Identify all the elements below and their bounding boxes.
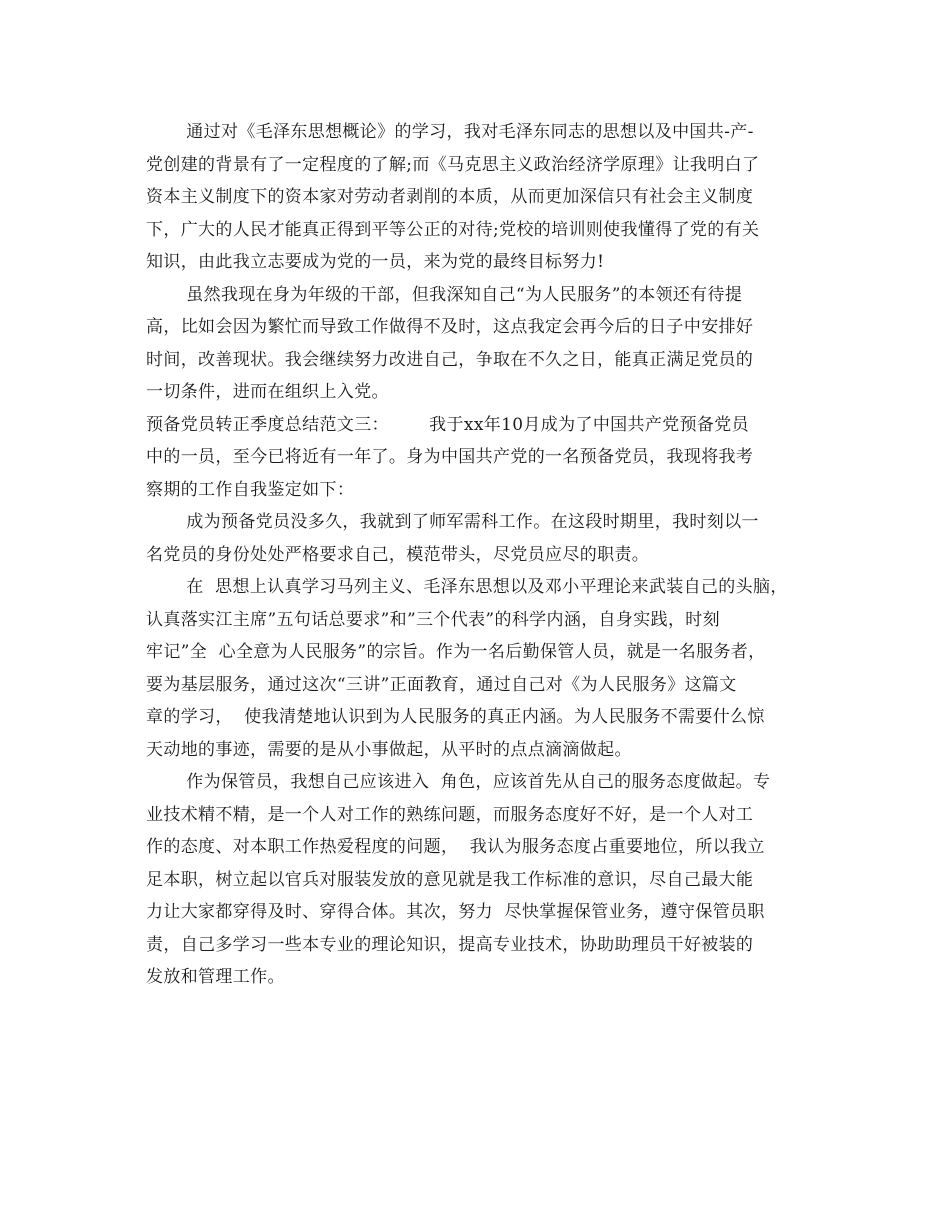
text-line: 力让大家都穿得及时、穿得合体。其次，努力 尽快掌握保管业务，遵守保管员职: [146, 902, 765, 922]
text-line: 党创建的背景有了一定程度的了解;而《马克思主义政治经济学原理》让我明白了: [146, 154, 760, 175]
text-line: 在 思想上认真学习马列主义、毛泽东思想以及邓小平理论来武装自己的头脑，: [146, 577, 788, 597]
text-line: 成为预备党员没多久，我就到了师军需科工作。在这段时期里，我时刻以一: [146, 512, 759, 532]
text-line: 足本职，树立起以官兵对服装发放的意见就是我工作标准的意识，尽自己最大能: [146, 869, 754, 890]
text-line: 天动地的事迹，需要的是从小事做起，从平时的点点滴滴做起。: [146, 739, 632, 760]
text-line: 作为保管员，我想自己应该进入 角色，应该首先从自己的服务态度做起。专: [146, 772, 771, 792]
text-line: 要为基层服务，通过这次“三讲”正面教育，通过自己对《为人民服务》这篇文: [146, 674, 737, 695]
text-line: 牢记”全 心全意为人民服务”的宗旨。作为一名后勤保管人员，就是一名服务者，: [146, 642, 766, 662]
text-line: 名党员的身份处处严格要求自己，模范带头，尽党员应尽的职责。: [146, 544, 650, 565]
text-line: 知识，由此我立志要成为党的一员，来为党的最终目标努力!: [146, 252, 605, 272]
text-line: 发放和管理工作。: [146, 967, 285, 987]
text-line: 责，自己多学习一些本专业的理论知识，提高专业技术，协助助理员干好被装的: [146, 934, 754, 955]
text-line: 察期的工作自我鉴定如下：: [146, 479, 355, 500]
document-body: [146, 116, 812, 994]
text-line: 中的一员，至今已将近有一年了。身为中国共产党的一名预备党员，我现将我考: [146, 447, 754, 467]
text-line: 章的学习， 使我清楚地认识到为人民服务的真正内涵。为人民服务不需要什么惊: [146, 707, 765, 727]
text-line: 作的态度、对本职工作热爱程度的问题， 我认为服务态度占重要地位，所以我立: [146, 837, 765, 857]
section-heading-line: 预备党员转正季度总结范文三： 我于xx年10月成为了中国共产党预备党员: [146, 414, 749, 435]
text-line: 一切条件，进而在组织上入党。: [146, 382, 389, 402]
text-line: 虽然我现在身为年级的干部，但我深知自己“为人民服务”的本领还有待提: [146, 284, 743, 305]
text-line: 通过对《毛泽东思想概论》的学习，我对毛泽东同志的思想以及中国共-产-: [146, 122, 754, 142]
text-line: 业技术精不精，是一个人对工作的熟练问题，而服务态度好不好，是一个人对工: [146, 804, 754, 825]
text-line: 下，广大的人民才能真正得到平等公正的对待;党校的培训则使我懂得了党的有关: [146, 219, 760, 240]
text-line: 认真落实江主席”五句话总要求”和”三个代表”的科学内涵，自身实践，时刻: [146, 609, 721, 630]
text-line: 资本主义制度下的资本家对劳动者剥削的本质，从而更加深信只有社会主义制度: [146, 187, 754, 207]
text-line: 时间，改善现状。我会继续努力改进自己，争取在不久之日，能真正满足党员的: [146, 349, 754, 370]
text-line: 高，比如会因为繁忙而导致工作做得不及时，这点我定会再今后的日子中安排好: [146, 317, 754, 337]
